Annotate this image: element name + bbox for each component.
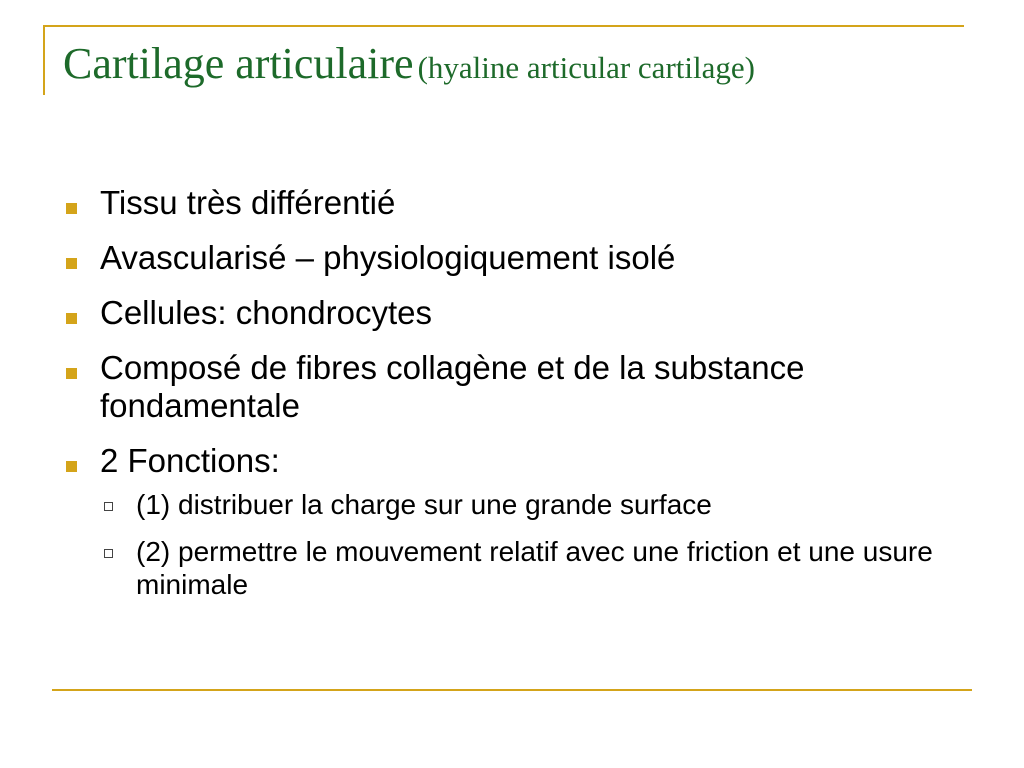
bullet-text: Tissu très différentié [100,184,396,221]
sub-bullet-item [100,535,964,601]
sub-bullet-text: (2) permettre le mouvement relatif avec une friction et une usure minimale [136,536,933,600]
bullet-item [64,442,964,601]
title-main: Cartilage articulaire [63,39,414,88]
title-subtitle: (hyaline articular cartilage) [417,50,755,85]
frame-top-line [43,25,964,27]
bullet-list [64,184,964,618]
bullet-text: Avascularisé – physiologiquement isolé [100,239,676,276]
hollow-square-bullet-icon [104,502,113,511]
bullet-item [64,349,964,425]
sub-bullet-list [100,488,964,601]
sub-bullet-text: (1) distribuer la charge sur une grande surface [136,489,712,520]
bullet-item [64,184,964,222]
hollow-square-bullet-icon [104,549,113,558]
frame-left-line [43,25,45,95]
bullet-text: 2 Fonctions: [100,442,280,479]
filled-square-bullet-icon [66,258,77,269]
bullet-text: Cellules: chondrocytes [100,294,432,331]
sub-bullet-item [100,488,964,521]
filled-square-bullet-icon [66,461,77,472]
frame-bottom-line [52,689,972,691]
slide-title [63,38,963,91]
filled-square-bullet-icon [66,313,77,324]
bullet-text: Composé de fibres collagène et de la substance fondamentale [100,349,805,424]
filled-square-bullet-icon [66,368,77,379]
bullet-item [64,239,964,277]
filled-square-bullet-icon [66,203,77,214]
bullet-item [64,294,964,332]
